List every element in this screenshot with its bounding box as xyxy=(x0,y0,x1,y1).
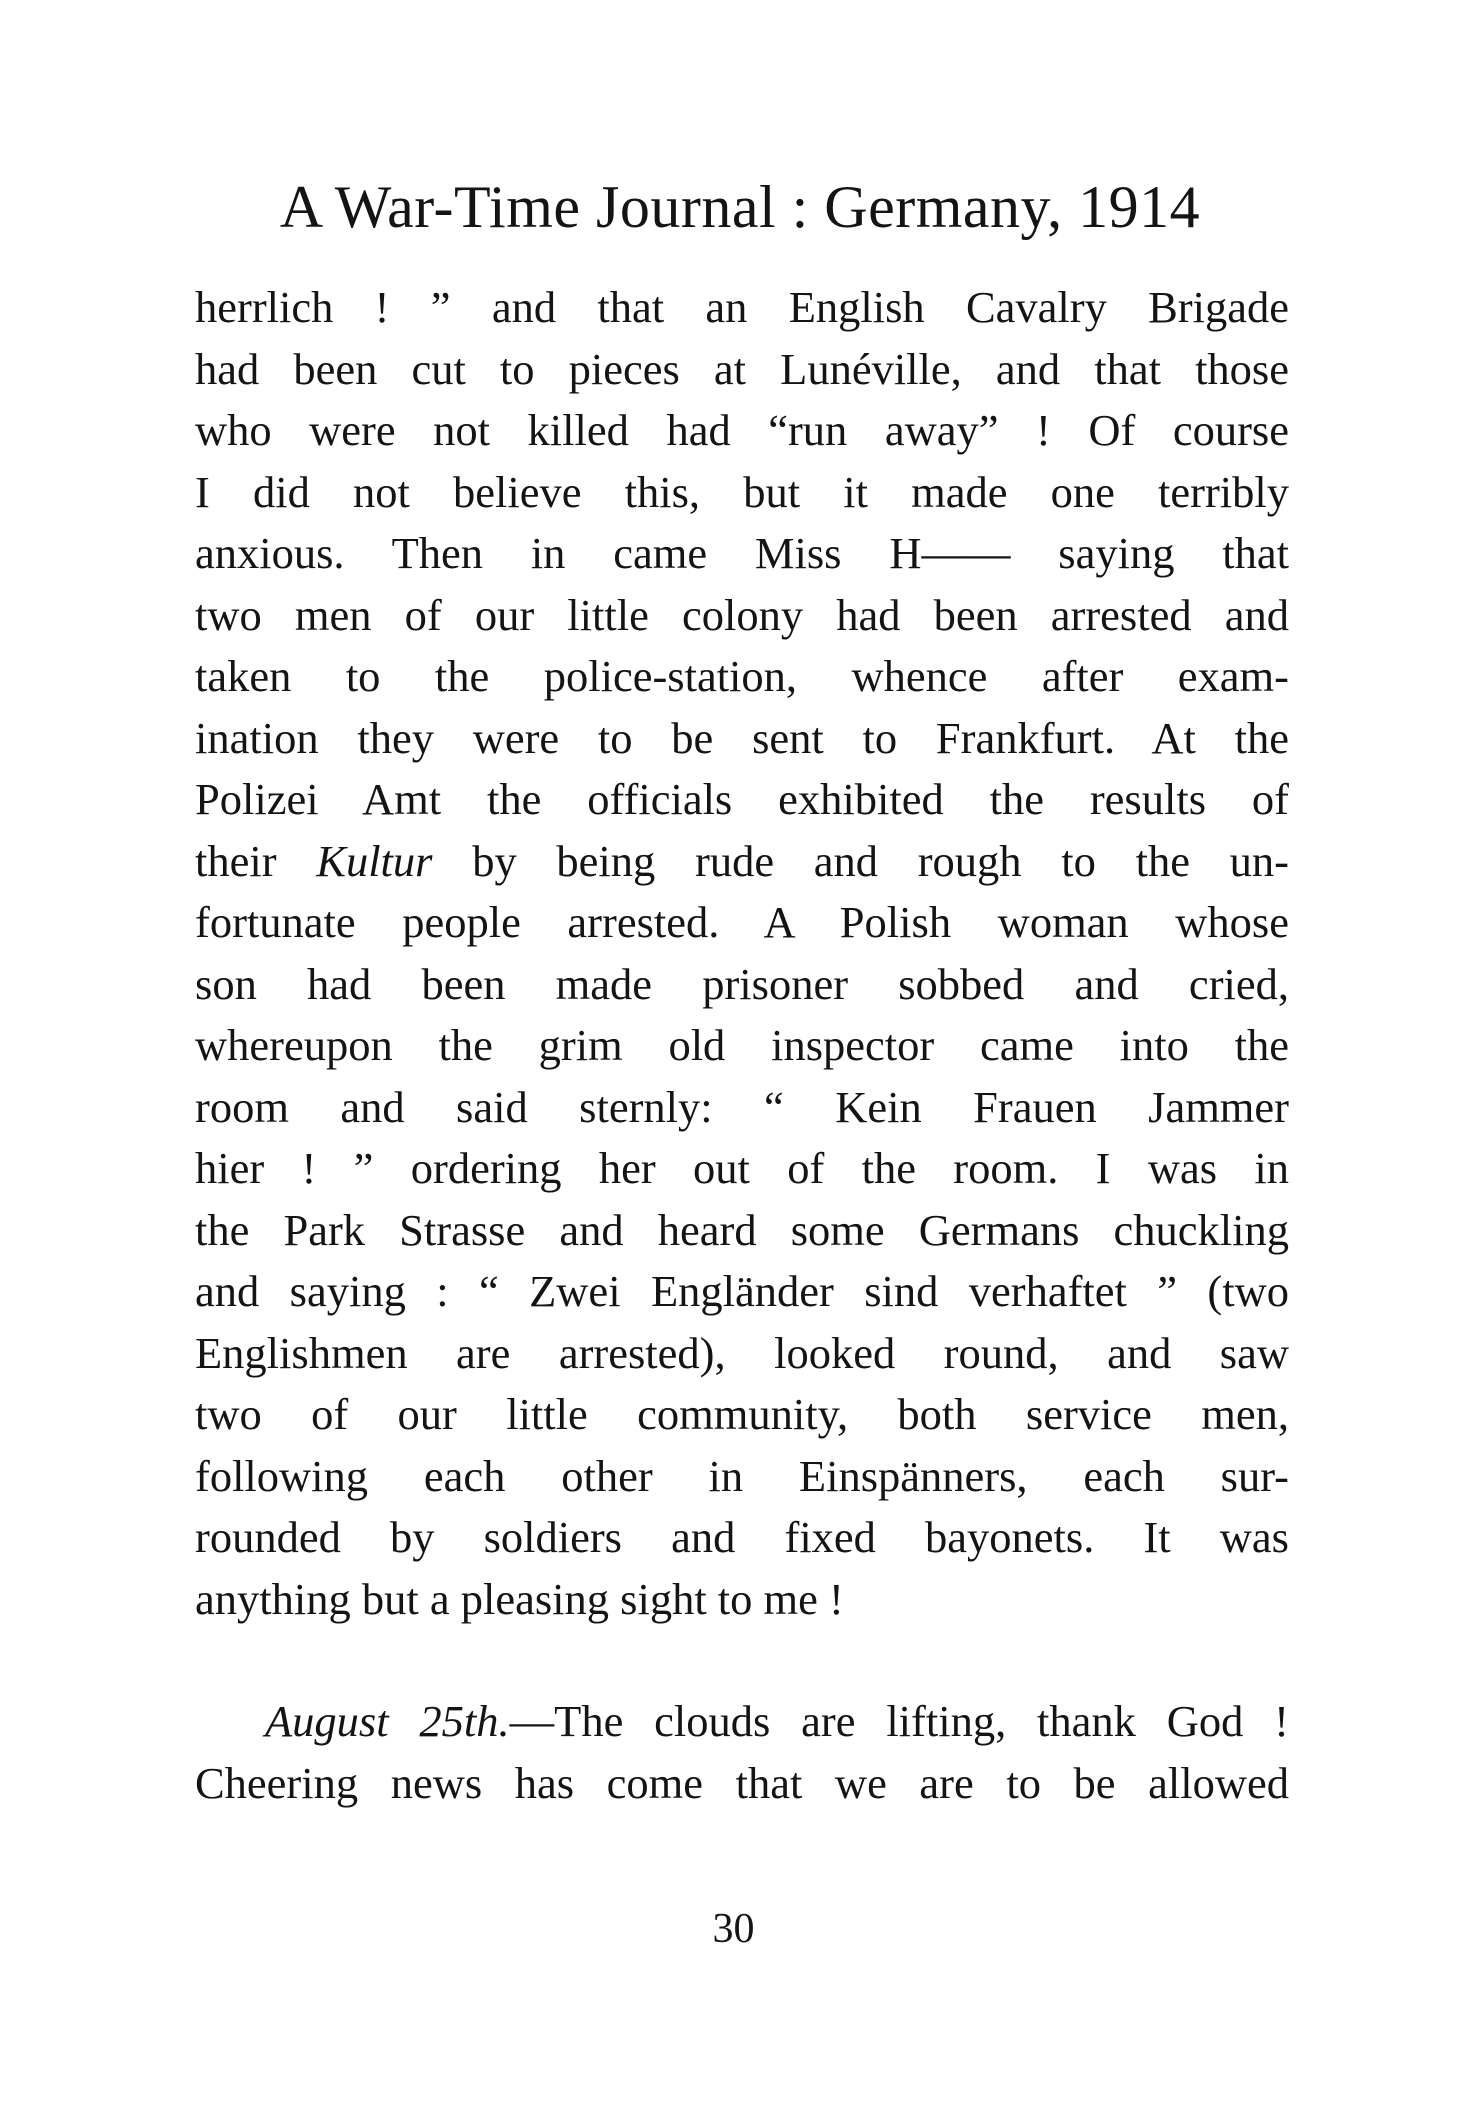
text-line: following each other in Einspänners, each sur- xyxy=(195,1450,1289,1501)
text-line: who were not killed had “run away” ! Of course xyxy=(195,405,1289,455)
body-text xyxy=(195,277,1289,1814)
kultur-italic: Kultur xyxy=(316,835,433,886)
text-line: room and said sternly: “ Kein Frauen Jammer xyxy=(195,1081,1289,1132)
page-number: 30 xyxy=(712,1906,755,1952)
entry-first-line xyxy=(195,1691,1289,1753)
text-line: hier ! ” ordering her out of the room. I was in xyxy=(195,1143,1289,1193)
running-head: A War-Time Journal : Germany, 1914 xyxy=(279,174,1201,240)
text-line-kultur xyxy=(195,831,1289,893)
text-line: I did not believe this, but it made one terribly xyxy=(195,466,1289,517)
text-line: son had been made prisoner sobbed and cried, xyxy=(195,958,1289,1009)
text-line: anxious. Then in came Miss H—— saying that xyxy=(195,528,1289,578)
text-line: Cheering news has come that we are to be allowed xyxy=(195,1757,1289,1808)
text-line: herrlich ! ” and that an English Cavalry Brigade xyxy=(195,282,1289,332)
journal-entry-august-25 xyxy=(195,1691,1289,1814)
entry-date-label: August 25th. xyxy=(265,1696,510,1746)
text-line: Englishmen are arrested), looked round, and saw xyxy=(195,1327,1289,1378)
text-line: ination they were to be sent to Frankfurt. At the xyxy=(195,712,1289,763)
entry-first-line-text: —The clouds are lifting, thank God ! xyxy=(509,1696,1289,1746)
text-line: and saying : “ Zwei Engländer sind verhaftet ” (two xyxy=(195,1266,1289,1316)
text-line: whereupon the grim old inspector came into the xyxy=(195,1020,1289,1070)
text-line: two of our little community, both service men, xyxy=(195,1389,1289,1439)
text-line: Polizei Amt the officials exhibited the results of xyxy=(195,774,1289,824)
kultur-line-after: by being rude and rough to the un- xyxy=(432,835,1289,886)
text-line: had been cut to pieces at Lunéville, and that those xyxy=(195,343,1289,394)
kultur-line-before: their xyxy=(195,835,317,886)
text-line: the Park Strasse and heard some Germans chuckling xyxy=(195,1204,1289,1255)
text-line: fortunate people arrested. A Polish woman whose xyxy=(195,897,1289,947)
text-line: taken to the police-station, whence after exam- xyxy=(195,651,1289,701)
text-line: anything but a pleasing sight to me ! xyxy=(195,1573,844,1624)
text-line: rounded by soldiers and fixed bayonets. It was xyxy=(195,1512,1289,1562)
text-line: two men of our little colony had been arrested and xyxy=(195,589,1289,640)
